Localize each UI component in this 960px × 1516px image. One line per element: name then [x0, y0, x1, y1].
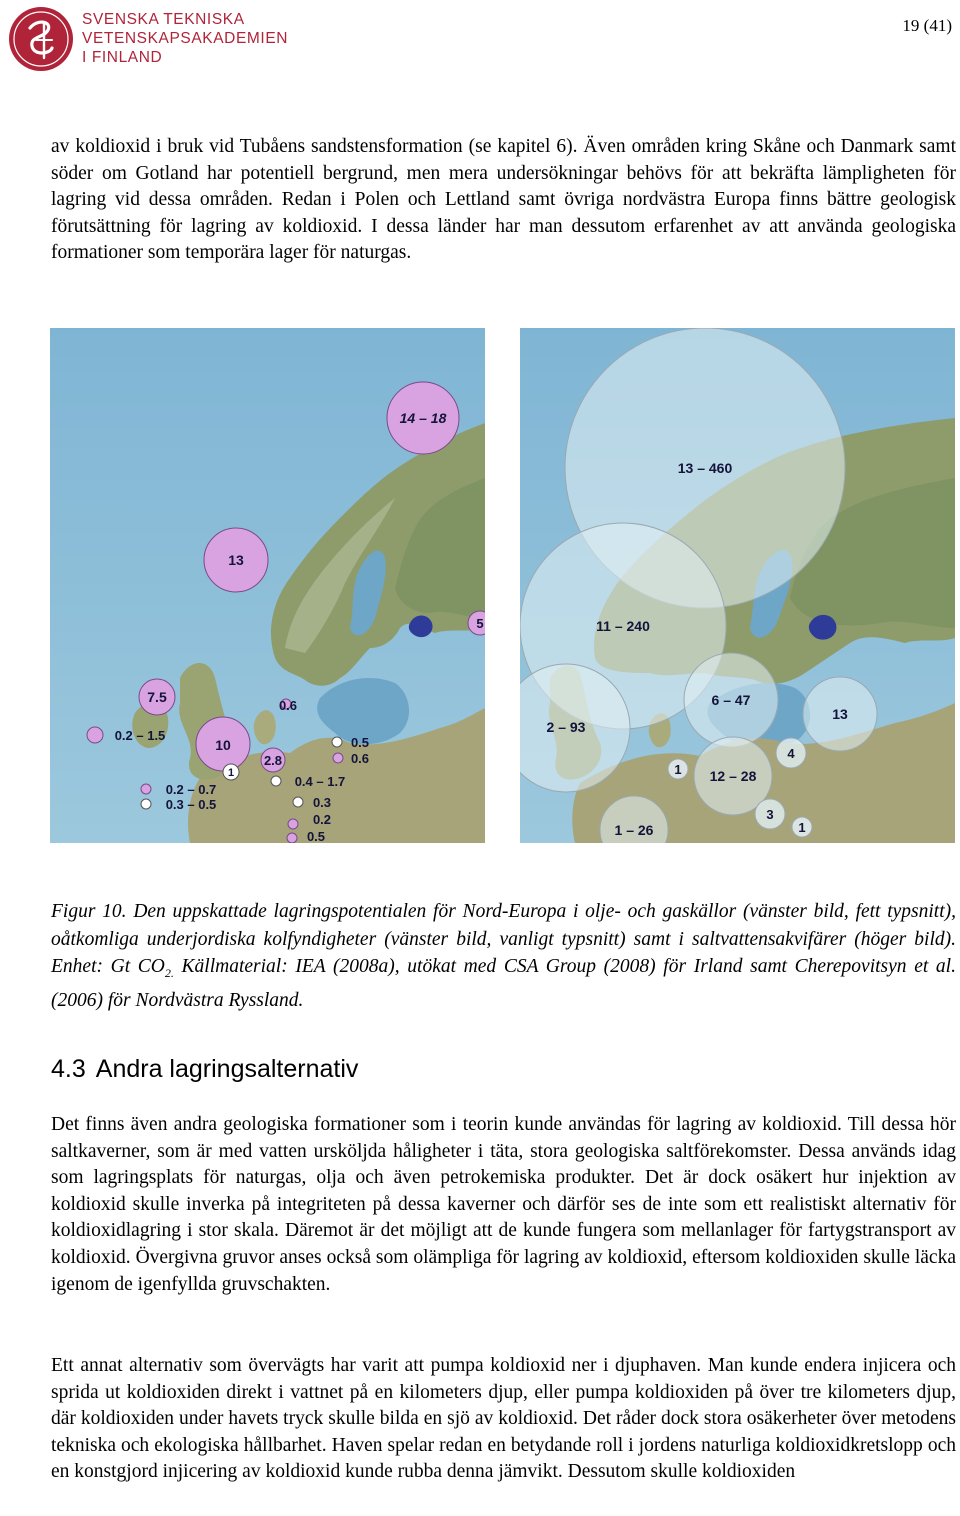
label-13-460: 13 – 460: [677, 460, 733, 476]
circle-0-4-1-7: [271, 776, 281, 786]
label-0-2-1-5: 0.2 – 1.5: [114, 728, 166, 743]
page-header: [0, 0, 960, 80]
map-right-svg: [520, 328, 955, 843]
circle-0-2-0-7: [141, 784, 151, 794]
map-left-oil-gas-coal: [50, 328, 485, 843]
label-0-6-top: 0.6: [278, 698, 298, 713]
academy-name-line-1: SVENSKA TEKNISKA: [82, 11, 245, 28]
section-heading: [51, 1055, 358, 1084]
label-13-right: 13: [832, 706, 848, 722]
caption-body: Den uppskattade lagringspotentialen för Nord-Europa i olje- och gaskällor (vänster bild, fett typsnitt), oåtkomliga underjordiska kolfyndigheter (vänster bild, vanligt typsnitt) samt i saltvattensakvifärer (höger bild). Enhet: Gt CO: [51, 901, 957, 977]
label-4: 4: [787, 746, 795, 761]
label-0-4-1-7: 0.4 – 1.7: [294, 774, 346, 789]
label-12-28: 12 – 28: [709, 768, 757, 784]
label-2-93: 2 – 93: [546, 719, 586, 735]
label-1-a: 1: [674, 762, 682, 777]
label-5: 5: [476, 616, 484, 631]
label-1-b: 1: [798, 820, 806, 835]
label-1-left: 1: [227, 767, 235, 779]
circle-0-6-right: [333, 753, 343, 763]
label-11-240: 11 – 240: [596, 618, 650, 634]
circle-0-3: [293, 797, 303, 807]
academy-name: [82, 10, 288, 67]
label-0-3: 0.3: [312, 795, 332, 810]
map-right-saline-aquifers: [520, 328, 955, 843]
caption-prefix: Figur 10.: [51, 901, 127, 922]
caption-subscript: 2.: [164, 965, 174, 980]
circle-0-5-bottom: [287, 833, 297, 843]
label-14-18: 14 – 18: [399, 410, 447, 426]
figure-caption: [51, 898, 956, 1015]
paragraph-djuphav: Ett annat alternativ som övervägts har varit att pumpa koldioxid ner i djuphaven. Man kunde endera injicera och sprida ut koldioxiden direkt i vattnet på en kilometers djup, eller pumpa koldioxiden på över tre kilometers djup, där koldioxiden under havets tryck skulle bilda en sjö av koldioxid. Det råder dock stora osäkerheter över metodens tekniska och ekologiska hållbarhet. Haven spelar redan en betydande roll i jordens naturliga koldioxidkretslopp och en konstgjord injicering av koldioxid kunde rubba denna jämvikt. Dessutom skulle koldioxiden: [51, 1355, 956, 1483]
section-title: Andra lagringsalternativ: [95, 1055, 359, 1083]
label-1-26: 1 – 26: [614, 822, 654, 838]
label-0-5-bottom: 0.5: [306, 829, 326, 843]
label-0-2-0-7: 0.2 – 0.7: [165, 782, 217, 797]
academy-name-line-2: VETENSKAPSAKADEMIEN: [82, 30, 289, 47]
intro-paragraph: av koldioxid i bruk vid Tubåens sandstensformation (se kapitel 6). Även områden kring Skåne och Danmark samt söder om Gotland har potentiell bergrund, men mera undersökningar behövs för att bekräfta lämpligheten för lagring vid dessa områden. Redan i Polen och Lettland samt övriga nordvästra Europa finns bättre geologisk förutsättning för lagring av koldioxid. I dessa länder har man dessutom erfarenhet av att använda geologiska formationer som temporära lager för naturgas.: [51, 136, 956, 264]
label-6-47: 6 – 47: [711, 692, 751, 708]
label-10: 10: [215, 737, 231, 753]
circle-0-2: [288, 819, 298, 829]
label-2-8: 2.8: [263, 753, 283, 768]
paragraph-saltkaverner: Det finns även andra geologiska formationer som i teorin kunde användas för lagring av koldioxid. Till dessa hör saltkaverner, som är med vatten ursköljda håligheter i täta, stora geologiska saltförekomster. Dessa används idag som lagringsplats för naturgas, olja och även petrokemiska produkter. Det är dock osäkert hur injektion av koldioxid skulle inverka på integriteten på dessa kaverner och därför ses de inte som ett realistiskt alternativ för koldioxidlagring i stor skala. Däremot är det möjligt att de kunde fungera som mellanlager för fartygstransport av koldioxid. Övergivna gruvor anses också som olämpliga för lagring av koldioxid, eftersom koldioxiden skulle läcka igenom de igenfyllda gruvschakten.: [51, 1114, 956, 1295]
page-number: 19 (41): [902, 16, 952, 35]
label-13: 13: [228, 552, 244, 568]
label-0-6-right: 0.6: [350, 751, 370, 766]
circle-0-3-0-5: [141, 799, 151, 809]
label-0-5: 0.5: [350, 735, 370, 750]
label-7-5: 7.5: [147, 689, 167, 705]
map-left-svg: [50, 328, 485, 843]
circle-0-2-1-5: [87, 727, 103, 743]
academy-name-line-3: I FINLAND: [82, 49, 163, 66]
caption-tail: Källmaterial: IEA (2008a), utökat med CSA Group (2008) för Irland samt Cherepovitsyn et al. (2006) för Nordvästra Ryssland.: [51, 956, 956, 1012]
label-0-2: 0.2: [312, 812, 332, 827]
label-3: 3: [766, 807, 774, 822]
academy-logo-icon: [8, 6, 74, 72]
section-number: 4.3: [51, 1055, 86, 1083]
circle-0-5: [332, 737, 342, 747]
label-0-3-0-5: 0.3 – 0.5: [165, 797, 217, 812]
